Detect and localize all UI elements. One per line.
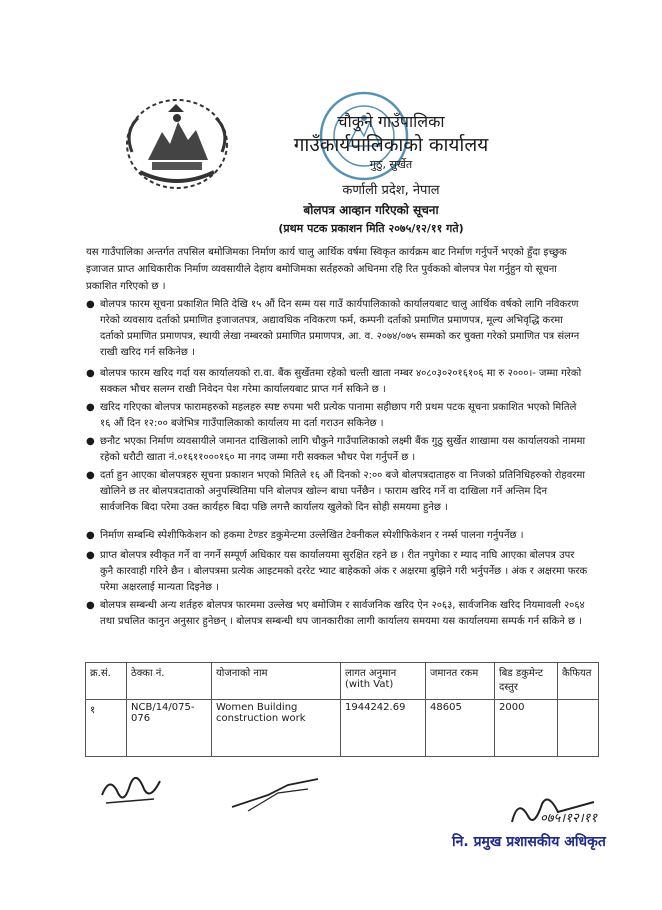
office-name: गाउँकार्यपालिकाको कार्यालय: [293, 134, 489, 156]
list-item: [86, 548, 588, 596]
list-item-text: छनौट भएका निर्माण व्यवसायीले जमानत दाखिलाको लागि चौकुने गाउँपालिकाको लक्ष्मी बैंक गुठु सुर्खेत शाखामा यस कार्यालयको नाममा रहेको धरौटी खाता नं.०१६११०००१६० मा नगद जम्मा गरी सक्कल भौचर पेश गर्नुपर्ने छ ।: [100, 436, 586, 463]
bullet-icon: ●: [86, 299, 95, 310]
cell-bid-security: 48605: [426, 700, 495, 757]
province-line: कर्णाली प्रदेश, नेपाल: [342, 183, 440, 198]
list-item-text: दर्ता हुन आएका बोलपत्रहरु सूचना प्रकाशन भएको मितिले १६ औं दिनको २:०० बजे बोलपत्रदाताहरु वा निजको प्रतिनिधिहरुको रोहवरमा खोलिने छ तर बोलपत्रदाताको अनुपस्थितिमा पनि बोलपत्र खोल्न बाधा पर्नेछैन । फाराम खरिद गर्ने वा दाखिला गर्ने अन्तिम दिन सार्वजनिक बिदा परेमा उक्त कार्यहरु बिदा पछि लगत्तै कार्यालय खुलेको दिन सोही समयमा हुनेछ ।: [100, 470, 585, 513]
notice-title: बोलपत्र आव्हान गरिएको सूचना: [303, 203, 439, 217]
bullet-icon: ●: [86, 368, 95, 379]
col-header-bid-fee: बिड डकुमेन्ट दस्तुर: [495, 663, 558, 700]
intro-paragraph: यस गाउँपालिका अन्तर्गत तपसिल बमोजिमका निर्माण कार्य चालु आर्थिक वर्षमा स्विकृत कार्यक्रम बाट निर्माण गर्नुपर्ने भएको हुँदा इच्छुक इजाजत प्राप्त आधिकारीक निर्माण व्यवसायीले देहाय बमोजिमका सर्तहरुको अधिनमा रहि रित पुर्वकको बोलपत्र पेश गर्नुहुन यो सूचना प्रकाशित गरिएको छ ।: [86, 247, 567, 292]
municipality-name: चौकुने गाउँपालिका: [337, 112, 445, 131]
list-item: [86, 297, 588, 361]
bullet-icon: ●: [86, 402, 95, 413]
tender-table: [85, 662, 599, 757]
bullet-icon: ●: [86, 530, 95, 541]
cell-cost-estimate: 1944242.69: [341, 700, 426, 757]
col-header-sn: क्र.सं.: [86, 663, 127, 700]
list-item: [86, 528, 588, 544]
cell-project-name: Women Building construction work: [212, 700, 341, 757]
signature-mark: [96, 765, 166, 815]
office-address: गुठु, सुर्खेत: [369, 158, 413, 171]
list-item-text: बोलपत्र फारम खरिद गर्दा यस कार्यालयको रा.वा. बैंक सुर्खेतमा रहेको चल्ती खाता नम्बर ४०८०३०२०१६१०६ मा रु २०००।- जम्मा गरेको सक्कल भौचर सलग्न राखी निवेदन पेश गरेमा कार्यालयबाट प्राप्त गर्न सकिने छ ।: [100, 368, 582, 395]
list-item: [86, 400, 588, 432]
bullet-icon: ●: [86, 436, 95, 447]
list-item-text: निर्माण सम्बन्धि स्पेशीफिकेशन को हकमा टेण्डर डकुमेन्टमा उल्लेखित टेक्नीकल स्पेशीफिकेशन र नर्म्स पालना गर्नुपर्नेछ ।: [100, 530, 524, 541]
signatory-designation: नि. प्रमुख प्रशासकीय अधिकृत: [452, 834, 606, 850]
cell-sn: १: [86, 700, 127, 757]
list-item: [86, 434, 588, 466]
list-item-text: बोलपत्र सम्बन्धी अन्य शर्तहरु बोलपत्र फारममा उल्लेख भए बमोजिम र सार्वजनिक खरिद ऐन २०६३, सार्वजनिक खरिद नियमावली २०६४ तथा प्रचलित कानुन अनुसार हुनेछन् । बोलपत्र सम्बन्धी थप जानकारीका लागी कार्यालय समयमा यस कार्यालयमा सम्पर्क गर्न सकिने छ ।: [100, 600, 585, 627]
col-header-remarks: कैफियत: [558, 663, 599, 700]
col-header-bid-security: जमानत रकम: [426, 663, 495, 700]
notice-subtitle: (प्रथम पटक प्रकाशन मिति २०७५/१२/११ गते): [278, 222, 464, 235]
col-header-contract-no: ठेक्का नं.: [127, 663, 212, 700]
list-item-text: खरिद गरिएका बोलपत्र फारामहरुको महलहरु स्पष्ट रुपमा भरी प्रत्येक पानामा सहीछाप गरी प्रथम पटक सूचना प्रकाशित भएको मितिले १६ औं दिन १२:०० बजेभित्र गाउँपालिकाको कार्यालय मा दर्ता गराउन सकिनेछ ।: [100, 402, 577, 429]
table-row: [86, 700, 599, 757]
bullet-icon: ●: [86, 600, 95, 611]
bullet-icon: ●: [86, 470, 95, 481]
signature-date: ०७५।१२।११: [540, 811, 598, 826]
col-header-project-name: योजनाको नाम: [212, 663, 341, 700]
list-item: [86, 366, 588, 398]
cell-bid-fee: 2000: [495, 700, 558, 757]
list-item-text: प्राप्त बोलपत्र स्वीकृत गर्ने वा नगर्ने सम्पूर्ण अधिकार यस कार्यालयमा सुरक्षित रहने छ । रीत नपुगेका र म्याद नाघि आएका बोलपत्र उपर कुनै कारवाही गरिने छैन । बोलपत्रमा प्रत्येक आइटमको दररेट भ्याट बाहेकको अंक र अक्षरमा बुझिने गरी भर्नुपर्नेछ । अंक र अक्षरमा फरक परेमा अक्षरलाई मान्यता दिइनेछ ।: [100, 550, 588, 593]
col-header-cost-estimate: लागत अनुमान (with Vat): [341, 663, 426, 700]
cell-contract-no: NCB/14/075-076: [127, 700, 212, 757]
signature-mark: [228, 775, 324, 815]
list-item-text: बोलपत्र फारम सूचना प्रकाशित मिति देखि १५ औं दिन सम्म यस गाउँ कार्यपालिकाको कार्यालयबाट चालु आर्थिक वर्षको लागि नविकरण गरेको व्यवसाय दर्ताको प्रमाणित इजाजतपत्र, अद्यावधिक नविकरण फर्म, कम्पनी दर्ताको प्रमाणित प्रमाणपत्र, मूल्य अभिवृद्धि करमा दर्ताको प्रमाणित प्रमाणपत्र, स्थायी लेखा नम्बरको प्रमाणित प्रमाणपत्र, आ. व. २०७४/०७५ सम्मको कर चुक्ता गरेको प्रमाणित पत्र संलग्न राखी खरिद गर्न सकिनेछ ।: [100, 299, 580, 358]
list-item: [86, 598, 588, 630]
table-header-row: [86, 663, 599, 700]
cell-remarks: [558, 700, 599, 757]
bullet-icon: ●: [86, 550, 95, 561]
list-item: [86, 468, 588, 516]
